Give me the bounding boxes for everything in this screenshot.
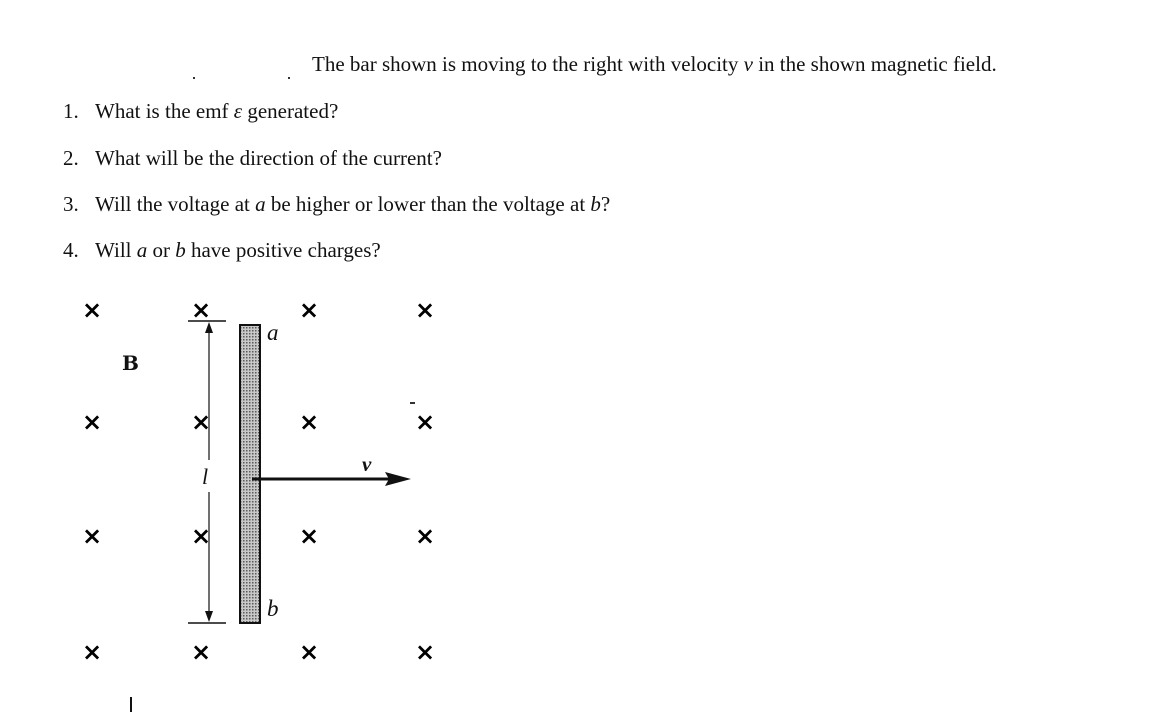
velocity-label: v [362, 452, 372, 476]
question-number: 3. [63, 192, 79, 216]
conducting-bar [240, 325, 260, 623]
question-text: ? [600, 192, 611, 216]
intro-text-after: in the shown magnetic field. [752, 52, 997, 76]
field-cross: × [414, 296, 436, 324]
field-cross: × [190, 296, 212, 324]
point-b-var: b [590, 192, 601, 216]
question-text: What will be the direction of the current? [95, 146, 442, 170]
point-a-label: a [267, 320, 279, 345]
field-cross: × [298, 408, 320, 436]
question-number: 4. [63, 238, 79, 262]
question-text: generated? [242, 99, 339, 123]
field-cross: × [414, 638, 436, 666]
intro-text-before: The bar shown is moving to the right with velocity [312, 52, 744, 76]
field-cross: × [190, 638, 212, 666]
question-text: or [147, 238, 176, 262]
question-text: have positive charges? [185, 238, 381, 262]
field-cross: × [190, 408, 212, 436]
field-cross: × [81, 408, 103, 436]
point-a-var: a [136, 238, 148, 262]
question-text: Will the voltage at [95, 192, 256, 216]
point-b-var: b [175, 238, 186, 262]
field-cross: × [298, 638, 320, 666]
field-cross: × [298, 296, 320, 324]
field-cross: × [298, 522, 320, 550]
emf-symbol: ε [233, 99, 243, 123]
velocity-arrow [252, 472, 411, 486]
field-label: B [122, 351, 139, 375]
field-cross: × [414, 522, 436, 550]
point-a-var: a [255, 192, 266, 216]
question-text: Will [95, 238, 137, 262]
field-cross: × [81, 296, 103, 324]
question-text: be higher or lower than the voltage at [265, 192, 591, 216]
point-b-label: b [267, 596, 279, 621]
scan-mark [193, 77, 195, 79]
scan-mark [410, 402, 415, 404]
scan-mark [288, 77, 290, 79]
field-cross: × [81, 638, 103, 666]
question-number: 1. [63, 99, 79, 123]
field-cross: × [81, 522, 103, 550]
field-cross: × [414, 408, 436, 436]
question-text: What is the emf [95, 99, 234, 123]
field-cross: × [190, 522, 212, 550]
question-number: 2. [63, 146, 79, 170]
length-label: l [202, 464, 209, 489]
intro-velocity-var: v [743, 52, 753, 76]
scan-mark [130, 697, 132, 712]
